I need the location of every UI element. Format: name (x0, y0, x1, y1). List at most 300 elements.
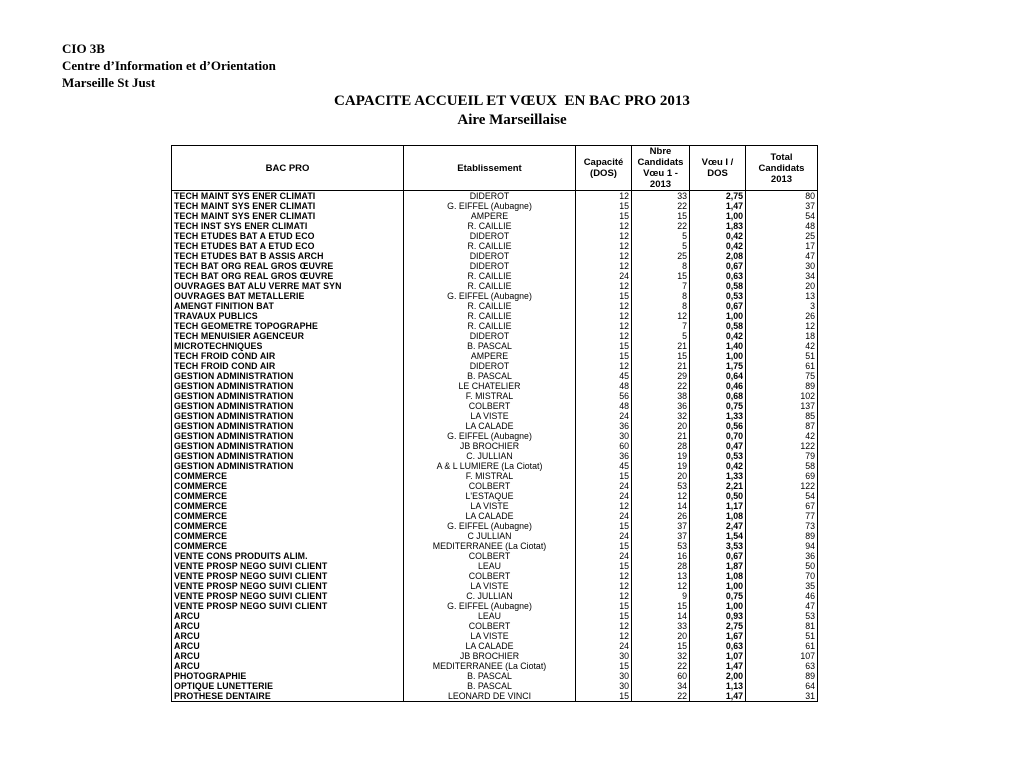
cell-bac-pro: COMMERCE (172, 531, 404, 541)
cell-voeu-dos: 1,54 (690, 531, 746, 541)
cell-total-candidats: 34 (746, 271, 818, 281)
cell-voeu-dos: 0,75 (690, 591, 746, 601)
cell-etablissement: DIDEROT (404, 331, 576, 341)
header-line-city: Marseille St Just (62, 75, 156, 90)
capacity-table (171, 145, 818, 702)
cell-capacite: 24 (576, 531, 632, 541)
cell-etablissement: MEDITERRANEE (La Ciotat) (404, 661, 576, 671)
cell-voeu-dos: 2,75 (690, 621, 746, 631)
cell-bac-pro: GESTION ADMINISTRATION (172, 371, 404, 381)
table-row (172, 651, 818, 661)
cell-capacite: 24 (576, 641, 632, 651)
cell-capacite: 30 (576, 671, 632, 681)
table-row (172, 361, 818, 371)
cell-etablissement: R. CAILLIE (404, 241, 576, 251)
cell-voeu-dos: 2,21 (690, 481, 746, 491)
cell-nbre-candidats: 28 (632, 561, 690, 571)
cell-capacite: 12 (576, 221, 632, 231)
header-line-centre: Centre d’Information et d’Orientation (62, 58, 276, 73)
cell-capacite: 15 (576, 521, 632, 531)
cell-nbre-candidats: 15 (632, 211, 690, 221)
cell-etablissement: R. CAILLIE (404, 321, 576, 331)
cell-total-candidats: 102 (746, 391, 818, 401)
table-row (172, 571, 818, 581)
table-row (172, 411, 818, 421)
table-row (172, 501, 818, 511)
cell-total-candidats: 61 (746, 361, 818, 371)
cell-voeu-dos: 0,93 (690, 611, 746, 621)
cell-capacite: 48 (576, 401, 632, 411)
cell-nbre-candidats: 22 (632, 201, 690, 211)
cell-total-candidats: 137 (746, 401, 818, 411)
cell-etablissement: A & L LUMIERE (La Ciotat) (404, 461, 576, 471)
cell-voeu-dos: 0,68 (690, 391, 746, 401)
cell-nbre-candidats: 14 (632, 501, 690, 511)
cell-nbre-candidats: 21 (632, 361, 690, 371)
cell-voeu-dos: 1,40 (690, 341, 746, 351)
cell-voeu-dos: 1,33 (690, 411, 746, 421)
cell-bac-pro: COMMERCE (172, 521, 404, 531)
table-row (172, 541, 818, 551)
cell-etablissement: MEDITERRANEE (La Ciotat) (404, 541, 576, 551)
cell-bac-pro: GESTION ADMINISTRATION (172, 381, 404, 391)
cell-total-candidats: 73 (746, 521, 818, 531)
cell-etablissement: DIDEROT (404, 261, 576, 271)
table-row (172, 281, 818, 291)
cell-capacite: 12 (576, 571, 632, 581)
cell-etablissement: LA VISTE (404, 501, 576, 511)
cell-etablissement: DIDEROT (404, 191, 576, 202)
cell-nbre-candidats: 8 (632, 301, 690, 311)
cell-bac-pro: TECH MAINT SYS ENER CLIMATI (172, 211, 404, 221)
cell-bac-pro: GESTION ADMINISTRATION (172, 391, 404, 401)
cell-bac-pro: GESTION ADMINISTRATION (172, 401, 404, 411)
cell-nbre-candidats: 53 (632, 481, 690, 491)
table-row (172, 441, 818, 451)
cell-bac-pro: TECH GEOMETRE TOPOGRAPHE (172, 321, 404, 331)
table-row (172, 331, 818, 341)
cell-nbre-candidats: 21 (632, 341, 690, 351)
table-row (172, 221, 818, 231)
table-row (172, 451, 818, 461)
cell-nbre-candidats: 20 (632, 471, 690, 481)
cell-voeu-dos: 0,58 (690, 281, 746, 291)
table-body (172, 191, 818, 702)
cell-etablissement: G. EIFFEL (Aubagne) (404, 201, 576, 211)
cell-voeu-dos: 0,42 (690, 331, 746, 341)
cell-capacite: 12 (576, 361, 632, 371)
cell-etablissement: LA VISTE (404, 411, 576, 421)
cell-bac-pro: GESTION ADMINISTRATION (172, 431, 404, 441)
cell-capacite: 15 (576, 611, 632, 621)
cell-bac-pro: TECH FROID COND AIR (172, 351, 404, 361)
cell-nbre-candidats: 7 (632, 281, 690, 291)
cell-voeu-dos: 3,53 (690, 541, 746, 551)
cell-total-candidats: 94 (746, 541, 818, 551)
cell-voeu-dos: 1,08 (690, 571, 746, 581)
cell-capacite: 60 (576, 441, 632, 451)
cell-etablissement: AMPERE (404, 351, 576, 361)
cell-voeu-dos: 0,75 (690, 401, 746, 411)
cell-voeu-dos: 0,58 (690, 321, 746, 331)
cell-total-candidats: 80 (746, 191, 818, 202)
cell-capacite: 15 (576, 471, 632, 481)
cell-capacite: 15 (576, 211, 632, 221)
cell-etablissement: R. CAILLIE (404, 221, 576, 231)
cell-bac-pro: VENTE PROSP NEGO SUIVI CLIENT (172, 571, 404, 581)
cell-total-candidats: 61 (746, 641, 818, 651)
table-row (172, 271, 818, 281)
cell-total-candidats: 122 (746, 441, 818, 451)
cell-bac-pro: TECH ETUDES BAT B ASSIS ARCH (172, 251, 404, 261)
page-title: CAPACITE ACCUEIL ET VŒUX EN BAC PRO 2013 (334, 93, 690, 109)
cell-nbre-candidats: 37 (632, 521, 690, 531)
cell-capacite: 24 (576, 271, 632, 281)
cell-capacite: 12 (576, 501, 632, 511)
cell-capacite: 12 (576, 631, 632, 641)
table-row (172, 341, 818, 351)
cell-total-candidats: 17 (746, 241, 818, 251)
cell-nbre-candidats: 34 (632, 681, 690, 691)
col-header-nbre-candidats: Nbre Candidats Vœu 1 - 2013 (632, 146, 690, 191)
cell-capacite: 24 (576, 511, 632, 521)
cell-voeu-dos: 0,64 (690, 371, 746, 381)
cell-bac-pro: ARCU (172, 621, 404, 631)
table-row (172, 431, 818, 441)
cell-bac-pro: VENTE PROSP NEGO SUIVI CLIENT (172, 581, 404, 591)
cell-nbre-candidats: 15 (632, 601, 690, 611)
table-row (172, 251, 818, 261)
cell-voeu-dos: 2,75 (690, 191, 746, 202)
cell-voeu-dos: 2,08 (690, 251, 746, 261)
cell-nbre-candidats: 5 (632, 241, 690, 251)
cell-etablissement: LA CALADE (404, 641, 576, 651)
cell-capacite: 24 (576, 481, 632, 491)
table-row (172, 611, 818, 621)
cell-total-candidats: 18 (746, 331, 818, 341)
cell-nbre-candidats: 29 (632, 371, 690, 381)
cell-etablissement: R. CAILLIE (404, 271, 576, 281)
cell-bac-pro: MICROTECHNIQUES (172, 341, 404, 351)
table-row (172, 561, 818, 571)
cell-etablissement: LA VISTE (404, 631, 576, 641)
cell-total-candidats: 26 (746, 311, 818, 321)
cell-etablissement: C. JULLIAN (404, 591, 576, 601)
cell-bac-pro: TECH BAT ORG REAL GROS ŒUVRE (172, 261, 404, 271)
table-row (172, 631, 818, 641)
cell-total-candidats: 69 (746, 471, 818, 481)
cell-total-candidats: 89 (746, 671, 818, 681)
cell-capacite: 30 (576, 681, 632, 691)
cell-capacite: 15 (576, 201, 632, 211)
cell-total-candidats: 25 (746, 231, 818, 241)
cell-voeu-dos: 2,47 (690, 521, 746, 531)
cell-capacite: 12 (576, 251, 632, 261)
cell-bac-pro: GESTION ADMINISTRATION (172, 421, 404, 431)
cell-voeu-dos: 1,67 (690, 631, 746, 641)
cell-voeu-dos: 0,46 (690, 381, 746, 391)
cell-nbre-candidats: 15 (632, 351, 690, 361)
table-row (172, 671, 818, 681)
cell-nbre-candidats: 22 (632, 661, 690, 671)
cell-total-candidats: 51 (746, 631, 818, 641)
cell-bac-pro: GESTION ADMINISTRATION (172, 411, 404, 421)
cell-total-candidats: 89 (746, 531, 818, 541)
col-header-voeu-dos: Vœu I / DOS (690, 146, 746, 191)
cell-bac-pro: COMMERCE (172, 491, 404, 501)
table-row (172, 321, 818, 331)
cell-total-candidats: 12 (746, 321, 818, 331)
cell-etablissement: C. JULLIAN (404, 451, 576, 461)
cell-capacite: 15 (576, 351, 632, 361)
cell-capacite: 12 (576, 281, 632, 291)
cell-bac-pro: TECH INST SYS ENER CLIMATI (172, 221, 404, 231)
cell-capacite: 12 (576, 301, 632, 311)
cell-total-candidats: 85 (746, 411, 818, 421)
cell-nbre-candidats: 12 (632, 491, 690, 501)
cell-bac-pro: TECH MAINT SYS ENER CLIMATI (172, 201, 404, 211)
cell-bac-pro: VENTE PROSP NEGO SUIVI CLIENT (172, 591, 404, 601)
cell-voeu-dos: 0,42 (690, 231, 746, 241)
col-header-capacite: Capacité (DOS) (576, 146, 632, 191)
cell-etablissement: COLBERT (404, 401, 576, 411)
cell-nbre-candidats: 8 (632, 261, 690, 271)
cell-nbre-candidats: 19 (632, 461, 690, 471)
table-row (172, 481, 818, 491)
cell-capacite: 12 (576, 311, 632, 321)
cell-total-candidats: 122 (746, 481, 818, 491)
cell-voeu-dos: 1,08 (690, 511, 746, 521)
cell-nbre-candidats: 5 (632, 331, 690, 341)
cell-total-candidats: 48 (746, 221, 818, 231)
cell-total-candidats: 89 (746, 381, 818, 391)
cell-nbre-candidats: 12 (632, 311, 690, 321)
cell-total-candidats: 36 (746, 551, 818, 561)
cell-capacite: 45 (576, 461, 632, 471)
table-row (172, 301, 818, 311)
cell-total-candidats: 54 (746, 211, 818, 221)
table-row (172, 591, 818, 601)
cell-etablissement: COLBERT (404, 571, 576, 581)
cell-total-candidats: 20 (746, 281, 818, 291)
cell-voeu-dos: 1,47 (690, 691, 746, 702)
cell-capacite: 12 (576, 331, 632, 341)
cell-etablissement: G. EIFFEL (Aubagne) (404, 601, 576, 611)
cell-total-candidats: 47 (746, 251, 818, 261)
cell-voeu-dos: 0,67 (690, 551, 746, 561)
cell-capacite: 12 (576, 621, 632, 631)
cell-etablissement: LA CALADE (404, 421, 576, 431)
table-row (172, 551, 818, 561)
page-subtitle: Aire Marseillaise (457, 112, 567, 128)
cell-nbre-candidats: 53 (632, 541, 690, 551)
cell-etablissement: G. EIFFEL (Aubagne) (404, 521, 576, 531)
cell-voeu-dos: 1,07 (690, 651, 746, 661)
cell-bac-pro: TECH ETUDES BAT A ETUD ECO (172, 241, 404, 251)
cell-etablissement: F. MISTRAL (404, 471, 576, 481)
table-row (172, 381, 818, 391)
cell-voeu-dos: 1,75 (690, 361, 746, 371)
cell-capacite: 12 (576, 261, 632, 271)
cell-etablissement: L'ESTAQUE (404, 491, 576, 501)
cell-bac-pro: TECH FROID COND AIR (172, 361, 404, 371)
cell-etablissement: R. CAILLIE (404, 281, 576, 291)
cell-nbre-candidats: 33 (632, 191, 690, 202)
cell-nbre-candidats: 36 (632, 401, 690, 411)
table-row (172, 661, 818, 671)
cell-voeu-dos: 1,83 (690, 221, 746, 231)
cell-bac-pro: AMENGT FINITION BAT (172, 301, 404, 311)
cell-voeu-dos: 0,47 (690, 441, 746, 451)
cell-voeu-dos: 0,50 (690, 491, 746, 501)
table-row (172, 621, 818, 631)
cell-total-candidats: 13 (746, 291, 818, 301)
cell-nbre-candidats: 38 (632, 391, 690, 401)
cell-bac-pro: PHOTOGRAPHIE (172, 671, 404, 681)
cell-nbre-candidats: 7 (632, 321, 690, 331)
cell-etablissement: C JULLIAN (404, 531, 576, 541)
cell-voeu-dos: 1,00 (690, 581, 746, 591)
cell-total-candidats: 64 (746, 681, 818, 691)
cell-capacite: 48 (576, 381, 632, 391)
cell-nbre-candidats: 5 (632, 231, 690, 241)
table-row (172, 291, 818, 301)
table-row (172, 261, 818, 271)
cell-etablissement: B. PASCAL (404, 671, 576, 681)
cell-etablissement: R. CAILLIE (404, 311, 576, 321)
cell-etablissement: LA CALADE (404, 511, 576, 521)
cell-voeu-dos: 0,53 (690, 451, 746, 461)
cell-total-candidats: 58 (746, 461, 818, 471)
cell-capacite: 15 (576, 601, 632, 611)
cell-etablissement: COLBERT (404, 551, 576, 561)
cell-voeu-dos: 1,47 (690, 201, 746, 211)
table-row (172, 641, 818, 651)
cell-total-candidats: 42 (746, 341, 818, 351)
cell-nbre-candidats: 32 (632, 411, 690, 421)
cell-capacite: 45 (576, 371, 632, 381)
cell-bac-pro: GESTION ADMINISTRATION (172, 441, 404, 451)
cell-voeu-dos: 1,13 (690, 681, 746, 691)
cell-capacite: 36 (576, 451, 632, 461)
cell-total-candidats: 50 (746, 561, 818, 571)
cell-voeu-dos: 1,00 (690, 351, 746, 361)
table-row (172, 461, 818, 471)
cell-bac-pro: TECH BAT ORG REAL GROS ŒUVRE (172, 271, 404, 281)
cell-total-candidats: 31 (746, 691, 818, 702)
cell-total-candidats: 81 (746, 621, 818, 631)
cell-voeu-dos: 1,00 (690, 211, 746, 221)
cell-bac-pro: COMMERCE (172, 511, 404, 521)
cell-bac-pro: VENTE PROSP NEGO SUIVI CLIENT (172, 601, 404, 611)
cell-total-candidats: 54 (746, 491, 818, 501)
table-row (172, 371, 818, 381)
cell-capacite: 24 (576, 551, 632, 561)
cell-capacite: 12 (576, 241, 632, 251)
cell-total-candidats: 3 (746, 301, 818, 311)
cell-nbre-candidats: 15 (632, 271, 690, 281)
cell-bac-pro: VENTE PROSP NEGO SUIVI CLIENT (172, 561, 404, 571)
table-row (172, 231, 818, 241)
table-row (172, 401, 818, 411)
cell-voeu-dos: 0,63 (690, 641, 746, 651)
cell-total-candidats: 75 (746, 371, 818, 381)
cell-capacite: 15 (576, 691, 632, 702)
cell-capacite: 15 (576, 291, 632, 301)
cell-etablissement: LEAU (404, 611, 576, 621)
cell-etablissement: G. EIFFEL (Aubagne) (404, 291, 576, 301)
cell-etablissement: F. MISTRAL (404, 391, 576, 401)
cell-capacite: 24 (576, 411, 632, 421)
table-row (172, 421, 818, 431)
cell-capacite: 12 (576, 231, 632, 241)
cell-nbre-candidats: 26 (632, 511, 690, 521)
cell-bac-pro: PROTHESE DENTAIRE (172, 691, 404, 702)
cell-nbre-candidats: 12 (632, 581, 690, 591)
cell-bac-pro: ARCU (172, 611, 404, 621)
cell-nbre-candidats: 19 (632, 451, 690, 461)
cell-capacite: 15 (576, 661, 632, 671)
cell-nbre-candidats: 60 (632, 671, 690, 681)
cell-nbre-candidats: 32 (632, 651, 690, 661)
cell-total-candidats: 42 (746, 431, 818, 441)
cell-voeu-dos: 2,00 (690, 671, 746, 681)
col-header-bac-pro: BAC PRO (172, 146, 404, 191)
cell-nbre-candidats: 13 (632, 571, 690, 581)
cell-nbre-candidats: 9 (632, 591, 690, 601)
cell-bac-pro: OUVRAGES BAT ALU VERRE MAT SYN (172, 281, 404, 291)
cell-voeu-dos: 1,00 (690, 311, 746, 321)
cell-voeu-dos: 0,42 (690, 241, 746, 251)
col-header-total-candidats: Total Candidats 2013 (746, 146, 818, 191)
cell-total-candidats: 70 (746, 571, 818, 581)
cell-voeu-dos: 1,47 (690, 661, 746, 671)
cell-etablissement: LA VISTE (404, 581, 576, 591)
table-container (171, 145, 818, 702)
cell-bac-pro: COMMERCE (172, 471, 404, 481)
cell-etablissement: B. PASCAL (404, 341, 576, 351)
cell-total-candidats: 37 (746, 201, 818, 211)
table-row (172, 201, 818, 211)
cell-etablissement: DIDEROT (404, 231, 576, 241)
cell-bac-pro: GESTION ADMINISTRATION (172, 461, 404, 471)
cell-total-candidats: 47 (746, 601, 818, 611)
cell-bac-pro: TRAVAUX PUBLICS (172, 311, 404, 321)
cell-nbre-candidats: 22 (632, 381, 690, 391)
cell-total-candidats: 51 (746, 351, 818, 361)
cell-bac-pro: ARCU (172, 651, 404, 661)
cell-bac-pro: COMMERCE (172, 481, 404, 491)
cell-capacite: 15 (576, 541, 632, 551)
cell-capacite: 36 (576, 421, 632, 431)
header-line-cio: CIO 3B (62, 41, 105, 56)
cell-capacite: 12 (576, 591, 632, 601)
cell-bac-pro: VENTE CONS PRODUITS ALIM. (172, 551, 404, 561)
cell-bac-pro: COMMERCE (172, 501, 404, 511)
cell-voeu-dos: 0,67 (690, 301, 746, 311)
cell-capacite: 12 (576, 581, 632, 591)
cell-voeu-dos: 0,56 (690, 421, 746, 431)
cell-bac-pro: GESTION ADMINISTRATION (172, 451, 404, 461)
cell-total-candidats: 46 (746, 591, 818, 601)
cell-capacite: 12 (576, 321, 632, 331)
cell-etablissement: COLBERT (404, 621, 576, 631)
cell-capacite: 24 (576, 491, 632, 501)
cell-capacite: 30 (576, 431, 632, 441)
cell-total-candidats: 30 (746, 261, 818, 271)
cell-etablissement: R. CAILLIE (404, 301, 576, 311)
cell-total-candidats: 87 (746, 421, 818, 431)
